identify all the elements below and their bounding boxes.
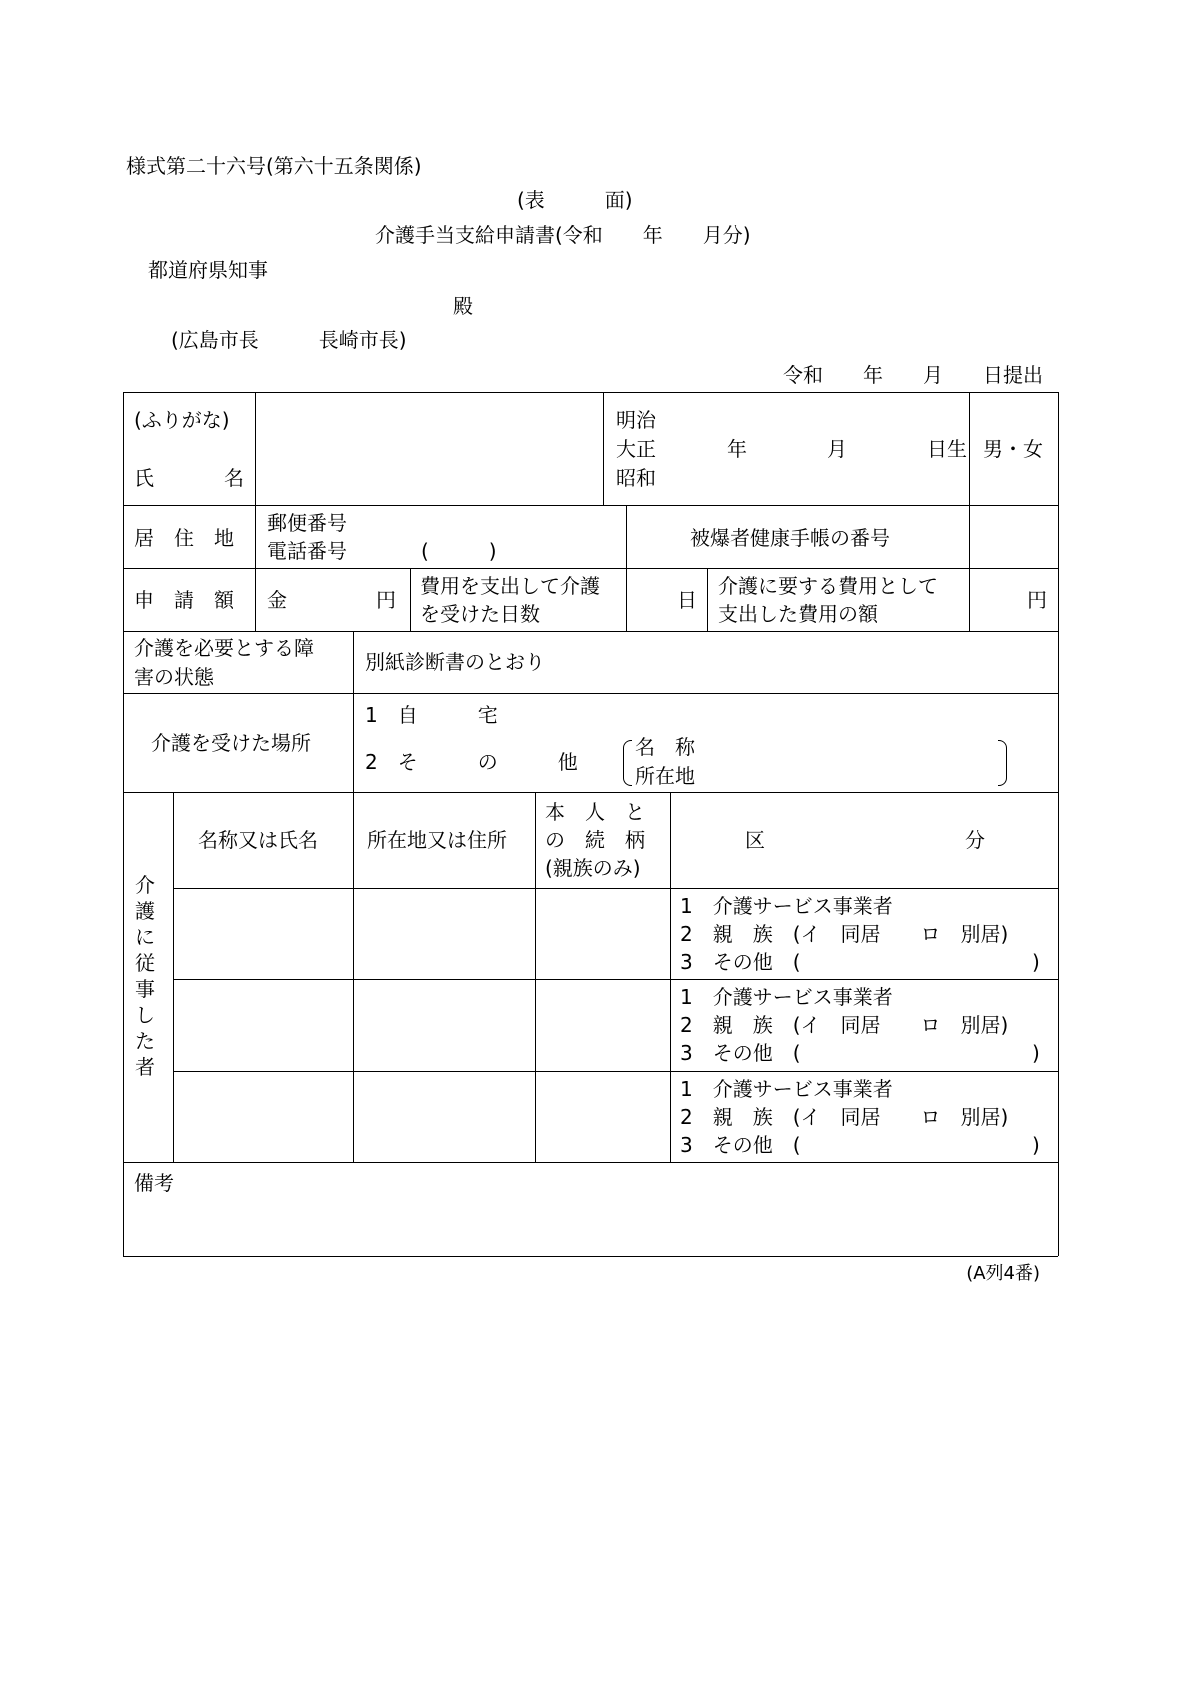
category-option-service[interactable]: 1 介護サービス事業者 [680, 894, 893, 918]
header-name: 名称又は氏名 [198, 828, 318, 852]
address-label: 居 住 地 [134, 526, 234, 550]
caregivers-side-label: 介護に従事した者 [135, 873, 155, 1079]
header-relation-1: 本 人 と [545, 800, 645, 824]
amount-yen: 円 [376, 588, 396, 612]
remarks-label: 備考 [134, 1171, 174, 1195]
category-other-close: ) [1032, 950, 1040, 974]
condition-label-2: 害の状態 [134, 665, 214, 689]
era-meiji[interactable]: 明治 [616, 408, 656, 432]
category-option-service[interactable]: 1 介護サービス事業者 [680, 985, 893, 1009]
category-option-other[interactable]: 3 その他 ( [680, 950, 801, 974]
header-relation-3: (親族のみ) [545, 856, 641, 880]
days-label-1: 費用を支出して介護 [420, 574, 600, 598]
form-number: 様式第二十六号(第六十五条関係) [126, 154, 422, 178]
side-label: (表 面) [517, 188, 633, 212]
category-option-other[interactable]: 3 その他 ( [680, 1041, 801, 1065]
place-label: 介護を受けた場所 [151, 731, 311, 755]
category-option-relative[interactable]: 2 親 族 (イ 同居 ロ 別居) [680, 1013, 1009, 1037]
other-place-location-label: 所在地 [635, 764, 695, 788]
right-bracket [998, 740, 1007, 786]
honorific: 殿 [453, 294, 473, 318]
name-input[interactable] [257, 446, 601, 503]
left-bracket [623, 740, 632, 786]
era-taisho[interactable]: 大正 [616, 437, 656, 461]
alt-addressee: (広島市長 長崎市長) [171, 328, 407, 352]
cost-yen: 円 [1027, 588, 1047, 612]
condition-value: 別紙診断書のとおり [365, 650, 545, 674]
category-option-service[interactable]: 1 介護サービス事業者 [680, 1077, 893, 1101]
era-showa[interactable]: 昭和 [616, 466, 656, 490]
category-option-relative[interactable]: 2 親 族 (イ 同居 ロ 別居) [680, 922, 1009, 946]
days-label-2: を受けた日数 [420, 602, 540, 626]
amount-kin: 金 [267, 588, 287, 612]
header-address: 所在地又は住所 [367, 828, 507, 852]
amount-label: 申 請 額 [134, 588, 234, 612]
place-option-home[interactable]: 1 自 宅 [365, 703, 498, 727]
name-label-a: 氏 [134, 466, 154, 490]
remarks-input[interactable] [125, 1196, 1056, 1254]
page-title: 介護手当支給申請書(令和 年 月分) [375, 223, 751, 247]
place-option-other[interactable]: 2 そ の 他 [365, 750, 578, 774]
cost-label-1: 介護に要する費用として [718, 574, 938, 598]
handbook-number-input[interactable] [971, 507, 1056, 566]
name-label-b: 名 [224, 466, 244, 490]
other-place-name-label: 名 称 [635, 735, 695, 759]
header-category-b: 分 [965, 828, 985, 852]
days-unit: 日 [677, 588, 697, 612]
addressee: 都道府県知事 [148, 258, 268, 282]
phone-label[interactable]: 電話番号 [267, 539, 347, 563]
condition-label-1: 介護を必要とする障 [134, 636, 314, 660]
paper-size: (A列4番) [966, 1263, 1040, 1284]
category-option-other[interactable]: 3 その他 ( [680, 1133, 801, 1157]
handbook-number-label: 被爆者健康手帳の番号 [690, 526, 890, 550]
cost-label-2: 支出した費用の額 [718, 602, 878, 626]
sex-field[interactable]: 男・女 [983, 437, 1043, 461]
header-relation-2: の 続 柄 [545, 828, 645, 852]
phone-area-code[interactable]: ( ) [421, 539, 497, 563]
birth-date-field[interactable]: 年 月 日生 [727, 437, 967, 461]
postal-code-label[interactable]: 郵便番号 [267, 511, 347, 535]
category-option-relative[interactable]: 2 親 族 (イ 同居 ロ 別居) [680, 1105, 1009, 1129]
furigana-label: (ふりがな) [134, 408, 230, 432]
category-other-close: ) [1032, 1133, 1040, 1157]
submit-date[interactable]: 令和 年 月 日提出 [783, 363, 1043, 387]
category-other-close: ) [1032, 1041, 1040, 1065]
header-category-a: 区 [745, 828, 765, 852]
furigana-input[interactable] [257, 394, 601, 444]
